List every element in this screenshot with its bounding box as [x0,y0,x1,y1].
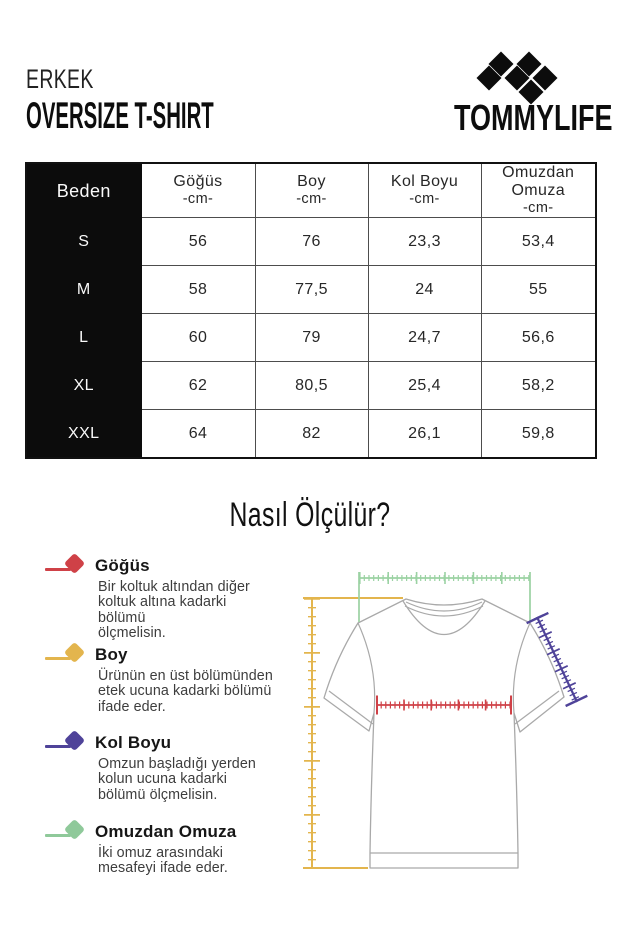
cell-value: 53,4 [481,218,596,266]
unit-label: -cm- [522,200,554,216]
table-row-m [26,266,596,314]
legend-title: Boy [95,645,128,664]
omuzdan-omuza-ruler [359,572,530,622]
cell-value: 25,4 [368,362,481,410]
size-label: M [26,266,141,314]
cell-value: 56,6 [481,314,596,362]
cell-value: 60 [141,314,255,362]
size-label: S [26,218,141,266]
corner-header-beden: Beden [26,163,141,218]
legend-description: Ürünün en üst bölümünden etek ucuna kadarki bölümü ifade eder. [98,668,273,715]
table-row-xxl [26,410,596,459]
category-label: ERKEK [26,64,94,94]
cell-value: 77,5 [255,266,368,314]
legend-item-boy [45,645,275,715]
col-header-gogus: Göğüs -cm- [141,163,255,218]
cell-value: 58,2 [481,362,596,410]
col-header-boy: Boy -cm- [255,163,368,218]
legend-item-gogus [45,556,275,642]
cell-value: 23,3 [368,218,481,266]
cell-value: 24,7 [368,314,481,362]
boy-ruler [303,598,403,868]
cell-value: 76 [255,218,368,266]
product-title: OVERSIZE T-SHIRT [26,95,214,136]
size-label: L [26,314,141,362]
unit-label: -cm- [296,191,327,207]
legend-description: Omzun başladığı yerden kolun ucuna kadarki bölümü ölçmelisin. [98,756,256,803]
cell-value: 64 [141,410,255,459]
omuzdan-omuza-diamond-marker-icon [45,822,82,842]
legend-title: Kol Boyu [95,733,172,752]
cell-value: 56 [141,218,255,266]
cell-value: 58 [141,266,255,314]
kol-boyu-diamond-marker-icon [45,733,82,753]
col-header-omuzdan-omuza: Omuzdan Omuza -cm- [481,163,596,218]
cell-value: 55 [481,266,596,314]
unit-label: -cm- [182,191,214,207]
boy-diamond-marker-icon [45,645,82,665]
size-label: XXL [26,410,141,459]
table-row-xl [26,362,596,410]
legend-item-omuzdan-omuza [45,822,275,877]
legend-title: Göğüs [95,556,150,575]
cell-value: 80,5 [255,362,368,410]
col-header-kol-boyu: Kol Boyu -cm- [368,163,481,218]
cell-value: 82 [255,410,368,459]
table-row-s [26,218,596,266]
table-row-l [26,314,596,362]
gogus-diamond-marker-icon [45,556,82,576]
size-table [25,162,597,459]
legend-description: İki omuz arasındaki mesafeyi ifade eder. [98,845,228,877]
cell-value: 26,1 [368,410,481,459]
tshirt-outline [324,599,564,868]
legend-title: Omuzdan Omuza [95,822,237,841]
cell-value: 24 [368,266,481,314]
legend-item-kol-boyu [45,733,275,803]
cell-value: 79 [255,314,368,362]
cell-value: 59,8 [481,410,596,459]
brand-name: TOMMYLIFE [454,97,613,138]
measure-section-title: Nasıl Ölçülür? [229,496,391,534]
unit-label: -cm- [409,191,440,207]
kol-boyu-ruler [537,617,577,702]
legend-description: Bir koltuk altından diğer koltuk altına kadarki bölümü ölçmelisin. [98,579,250,642]
cell-value: 62 [141,362,255,410]
size-label: XL [26,362,141,410]
table-header-row [26,163,596,218]
